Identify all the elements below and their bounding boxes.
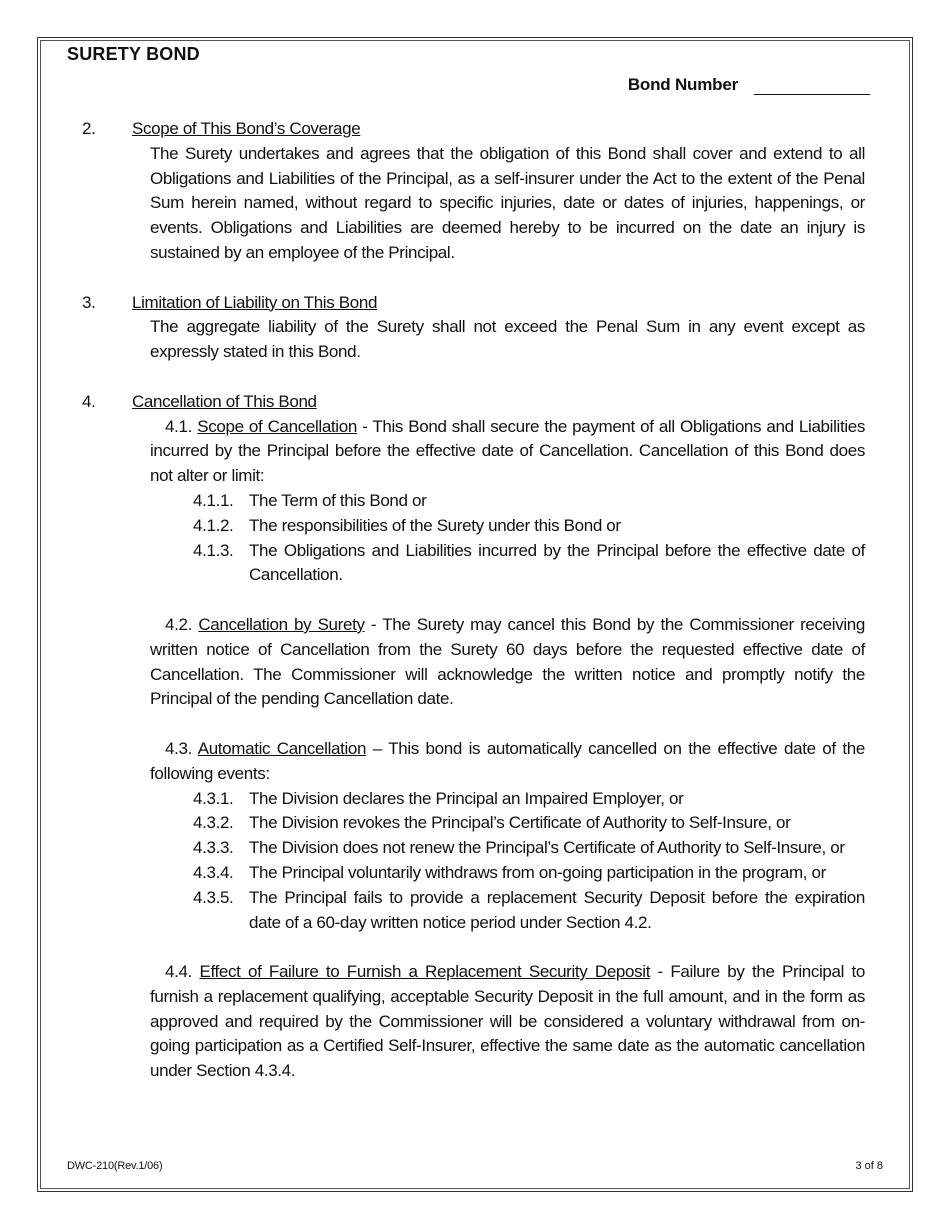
section-3-body: The aggregate liability of the Surety shall not exceed the Penal Sum in any event except as expressly stated in this Bond. — [150, 317, 865, 362]
bond-number-label: Bond Number — [627, 75, 738, 94]
subsection-text: - The Surety may cancel this Bond by the Commissioner receiving written notice of Cancellation from the Surety 60 days before the requested effective date of Cancellation. The Commissioner will acknowledge the written notice and promptly notify the Principal of the pending Cancellation date. — [150, 614, 865, 709]
list-item-text: The Division revokes the Principal’s Certificate of Authority to Self-Insure, or — [249, 813, 791, 833]
section-3-heading — [80, 291, 865, 316]
list-item — [193, 836, 865, 861]
list-item — [193, 811, 865, 836]
section-title: Scope of This Bond’s Coverage — [132, 119, 361, 138]
list-item-number: 4.1.2. — [193, 515, 234, 535]
list-item-text: The Obligations and Liabilities incurred by the Principal before the effective date of Cancellation. — [249, 540, 865, 585]
subsection-text: - This Bond shall secure the payment of all Obligations and Liabilities incurred by the Principal before the effective date of Cancellation. Cancellation of this Bond does not alter or limit: — [150, 416, 865, 486]
list-item — [193, 514, 865, 539]
subsection-title: Scope of Cancellation — [197, 416, 357, 436]
document-body — [80, 117, 865, 1084]
subsection-title: Automatic Cancellation — [197, 738, 367, 758]
subsection-text: – This bond is automatically cancelled on the effective date of the following events: — [150, 738, 866, 783]
subsection-number: 4.4. — [165, 962, 192, 982]
list-item — [193, 886, 865, 936]
section-title: Cancellation of This Bond — [132, 391, 317, 411]
section-title: Limitation of Liability on This Bond — [132, 292, 378, 312]
form-identifier: DWC-210(Rev.1/06) — [67, 1160, 163, 1172]
list-item — [193, 539, 865, 589]
list-item-text: The Term of this Bond or — [249, 490, 427, 510]
list-item-text: The Division does not renew the Principal’s Certificate of Authority to Self-Insure, or — [249, 838, 845, 858]
list-item — [193, 861, 865, 886]
list-item-number: 4.3.3. — [193, 838, 234, 858]
subsection-4-1-list — [193, 489, 865, 588]
list-item-number: 4.1.1. — [193, 490, 234, 510]
section-4-heading — [80, 390, 865, 415]
section-number: 4. — [82, 391, 96, 411]
subsection-number: 4.3. — [165, 738, 192, 758]
subsection-text: - Failure by the Principal to furnish a replacement qualifying, acceptable Security Deposit in the full amount, and in the form as approved and required by the Commissioner will be considered a voluntary withdrawal from on-going participation as a Certified Self-Insurer, effective the same date as the automatic cancellation under Section 4.3.4. — [150, 962, 866, 1081]
list-item-text: The responsibilities of the Surety under this Bond or — [249, 515, 621, 535]
list-item-number: 4.3.1. — [193, 788, 234, 808]
document-title: SURETY BOND — [67, 44, 200, 64]
bond-number-row — [628, 72, 870, 95]
list-item-number: 4.3.5. — [193, 887, 234, 907]
list-item-number: 4.1.3. — [193, 540, 234, 560]
bond-number-blank[interactable] — [754, 72, 870, 95]
subsection-title: Cancellation by Surety — [198, 614, 365, 634]
subsection-4-2 — [150, 613, 865, 712]
list-item — [193, 489, 865, 514]
subsection-number: 4.1. — [165, 416, 192, 436]
section-2-body: The Surety undertakes and agrees that the obligation of this Bond shall cover and extend to all Obligations and Liabilities of the Principal, as a self-insurer under the Act to the extent of the Penal Sum herein named, without regard to specific injuries, date or dates of injuries, happenings, or events. Obligations and Liabilities are deemed hereby to be incurred on the date an injury is sustained by an employee of the Principal. — [150, 143, 865, 262]
list-item — [193, 787, 865, 812]
page-number: 3 of 8 — [855, 1160, 883, 1172]
list-item-text: The Principal fails to provide a replacement Security Deposit before the expiration date of a 60-day written notice period under Section 4.2. — [249, 887, 865, 932]
section-2-heading — [80, 117, 865, 142]
list-item-text: The Principal voluntarily withdraws from on-going participation in the program, or — [249, 862, 826, 882]
subsection-4-3-list — [193, 787, 865, 936]
section-number: 2. — [82, 119, 96, 138]
subsection-4-1 — [150, 415, 865, 489]
list-item-number: 4.3.4. — [193, 862, 234, 882]
subsection-4-4 — [150, 960, 865, 1084]
list-item-number: 4.3.2. — [193, 813, 234, 833]
list-item-text: The Division declares the Principal an Impaired Employer, or — [249, 788, 684, 808]
subsection-title: Effect of Failure to Furnish a Replacement Security Deposit — [199, 962, 651, 982]
subsection-4-3 — [150, 737, 865, 787]
subsection-number: 4.2. — [165, 614, 192, 634]
section-number: 3. — [82, 292, 96, 312]
